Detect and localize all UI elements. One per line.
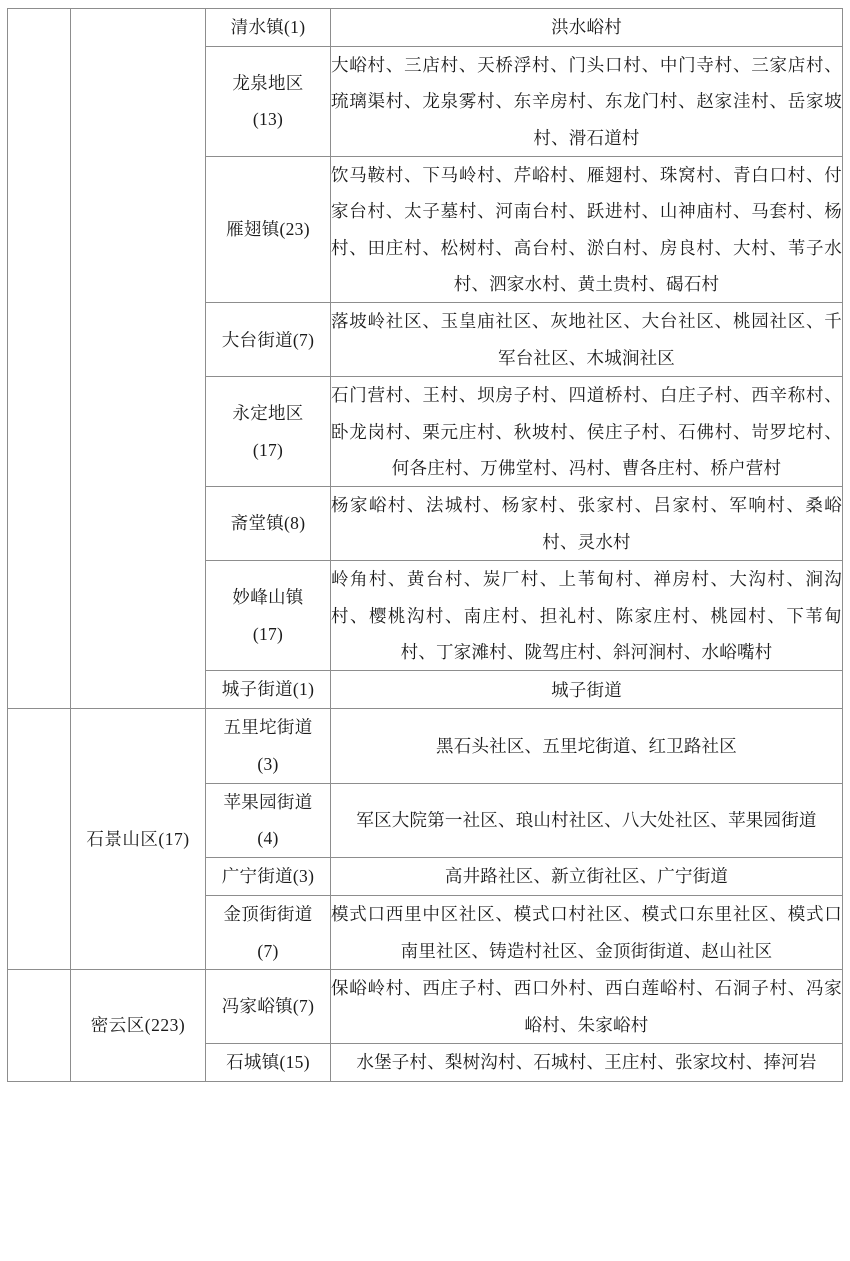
places-cell: 保峪岭村、西庄子村、西口外村、西白莲峪村、石洞子村、冯家峪村、朱家峪村 [331,970,843,1044]
places-cell: 落坡岭社区、玉皇庙社区、灰地社区、大台社区、桃园社区、千军台社区、木城涧社区 [331,303,843,377]
township-label-line: 广宁街道(3) [221,866,315,887]
township-label-line: 龙泉地区 [232,72,304,93]
table-row [8,9,843,47]
places-cell: 军区大院第一社区、琅山村社区、八大处社区、苹果园街道 [331,783,843,858]
township-label-line: 石城镇(15) [226,1052,310,1073]
township-label-line: 大台街道(7) [221,329,315,350]
left-margin-cell [8,970,71,1082]
township-cell [206,895,331,970]
places-cell: 石门营村、王村、坝房子村、四道桥村、白庄子村、西辛称村、卧龙岗村、栗元庄村、秋坡村、侯庄子村、石佛村、岢罗坨村、何各庄村、万佛堂村、冯村、曹各庄村、桥户营村 [331,377,843,487]
township-label-line: 苹果园街道 [223,791,313,812]
district-cell: 石景山区(17) [71,709,206,970]
township-cell [206,671,331,709]
places-cell: 岭角村、黄台村、炭厂村、上苇甸村、禅房村、大沟村、涧沟村、樱桃沟村、南庄村、担礼村、陈家庄村、桃园村、下苇甸村、丁家滩村、陇驾庄村、斜河涧村、水峪嘴村 [331,561,843,671]
places-cell: 洪水峪村 [331,9,843,47]
places-cell: 黑石头社区、五里坨街道、红卫路社区 [331,709,843,784]
township-cell [206,1044,331,1082]
township-label-line: 永定地区 [232,403,304,424]
township-label-line: (7) [257,940,279,961]
township-label-line: 城子街道(1) [221,679,315,700]
township-cell [206,970,331,1044]
township-label-line: 雁翅镇(23) [226,219,310,240]
township-label-line: 五里坨街道 [223,717,313,738]
district-cell [71,9,206,709]
township-label-line: 金顶街街道 [223,903,313,924]
township-label-line: (17) [252,439,284,460]
left-margin-cell [8,9,71,709]
table-body [8,9,843,1082]
township-cell [206,156,331,303]
township-label-line: (17) [252,623,284,644]
township-label-line: (13) [252,109,284,130]
left-margin-cell [8,709,71,970]
places-cell: 城子街道 [331,671,843,709]
township-label-line: 妙峰山镇 [232,587,304,608]
table-row [8,970,843,1044]
district-cell: 密云区(223) [71,970,206,1082]
places-cell: 大峪村、三店村、天桥浮村、门头口村、中门寺村、三家店村、琉璃渠村、龙泉雾村、东辛房村、东龙门村、赵家洼村、岳家坡村、滑石道村 [331,46,843,156]
township-cell [206,709,331,784]
township-cell [206,561,331,671]
places-cell: 饮马鞍村、下马岭村、芹峪村、雁翅村、珠窝村、青白口村、付家台村、太子墓村、河南台村、跃进村、山神庙村、马套村、杨村、田庄村、松树村、高台村、淤白村、房良村、大村、苇子水村、泗家水村、黄土贵村、碣石村 [331,156,843,303]
township-label-line: 冯家峪镇(7) [221,996,315,1017]
township-cell [206,377,331,487]
township-cell [206,783,331,858]
township-label-line: (3) [257,753,279,774]
township-cell [206,46,331,156]
places-cell: 水堡子村、梨树沟村、石城村、王庄村、张家坟村、捧河岩 [331,1044,843,1082]
places-cell: 杨家峪村、法城村、杨家村、张家村、吕家村、军响村、桑峪村、灵水村 [331,487,843,561]
township-label-line: 斋堂镇(8) [230,513,306,534]
table-row [8,709,843,784]
township-cell [206,303,331,377]
township-cell [206,9,331,47]
places-cell: 模式口西里中区社区、模式口村社区、模式口东里社区、模式口南里社区、铸造村社区、金顶街街道、赵山社区 [331,895,843,970]
township-label-line: 清水镇(1) [230,17,306,37]
township-label-line: (4) [257,828,279,849]
administrative-division-table [7,8,843,1082]
township-cell [206,858,331,896]
places-cell: 高井路社区、新立街社区、广宁街道 [331,858,843,896]
township-cell [206,487,331,561]
